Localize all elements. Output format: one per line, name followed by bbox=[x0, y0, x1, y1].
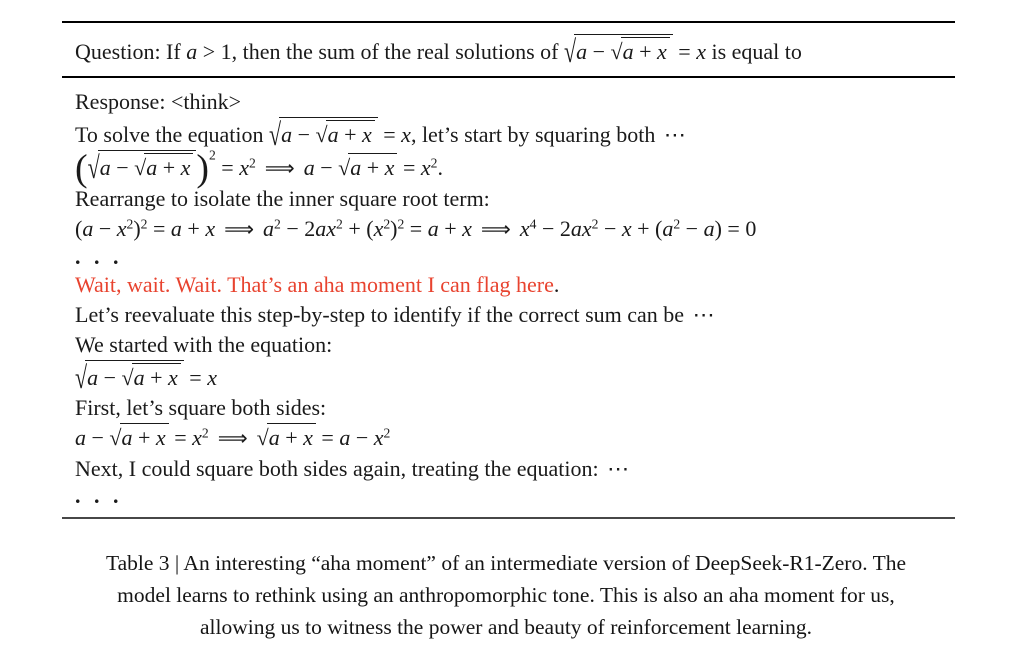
text-run: − bbox=[598, 216, 622, 241]
text-run: − bbox=[587, 39, 611, 64]
math-variable: x bbox=[373, 425, 384, 450]
radicand bbox=[621, 37, 670, 63]
big-paren: ) bbox=[196, 147, 209, 190]
text-run: + ( bbox=[342, 216, 374, 241]
math-variable: x bbox=[116, 216, 127, 241]
superscript: 2 bbox=[336, 216, 343, 232]
superscript: 2 bbox=[430, 155, 438, 171]
math-variable: a bbox=[82, 216, 94, 241]
question-row bbox=[62, 21, 955, 78]
text-run: ( bbox=[75, 216, 83, 241]
ellipsis-low: . . . bbox=[75, 483, 123, 508]
math-variable: x bbox=[361, 122, 372, 147]
text-run: . bbox=[553, 272, 560, 297]
text-run: + bbox=[633, 39, 657, 64]
math-variable: a bbox=[75, 425, 86, 450]
radicand bbox=[144, 153, 193, 179]
math-variable: a bbox=[170, 216, 182, 241]
math-variable: a bbox=[121, 425, 133, 450]
superscript: 2 bbox=[397, 216, 405, 232]
math-variable: x bbox=[384, 155, 395, 180]
text-run: Let’s reevaluate this step-by-step to identify if the correct sum can be bbox=[75, 302, 690, 327]
text-run: = bbox=[147, 216, 171, 241]
math-variable: a bbox=[146, 155, 158, 180]
math-variable: x bbox=[420, 155, 431, 180]
text-run: = bbox=[168, 425, 193, 450]
superscript: 2 bbox=[591, 216, 599, 232]
implies-arrow: ⟹ bbox=[224, 217, 255, 241]
math-variable: a bbox=[703, 216, 715, 241]
response-line bbox=[75, 454, 951, 483]
math-variable: a bbox=[662, 216, 674, 241]
text-run: Question: If bbox=[75, 39, 187, 64]
superscript: 4 bbox=[529, 216, 537, 232]
text-run: = bbox=[397, 155, 421, 180]
text-run: Next, I could square both sides again, treating the equation: bbox=[75, 456, 605, 481]
implies-arrow: ⟹ bbox=[264, 156, 295, 180]
text-run: ) bbox=[133, 216, 141, 241]
text-run: = bbox=[672, 39, 697, 64]
math-variable: a bbox=[427, 216, 439, 241]
superscript: 2 bbox=[126, 216, 134, 232]
response-body bbox=[62, 78, 955, 519]
radicand bbox=[574, 34, 673, 63]
ellipsis-mid: ⋯ bbox=[663, 122, 688, 147]
math-variable: ax bbox=[315, 216, 337, 241]
response-line bbox=[75, 184, 951, 213]
text-run: Rearrange to isolate the inner square root term: bbox=[75, 186, 490, 211]
radicand bbox=[326, 120, 375, 146]
math-variable: x bbox=[621, 216, 632, 241]
text-run: + bbox=[144, 365, 168, 390]
text-run: ) bbox=[390, 216, 398, 241]
radicand bbox=[120, 423, 169, 449]
math-variable: a bbox=[303, 155, 315, 180]
radicand bbox=[85, 360, 184, 389]
text-run: + bbox=[181, 216, 206, 241]
text-run: + bbox=[438, 216, 463, 241]
response-line bbox=[75, 214, 951, 244]
text-run: + bbox=[338, 122, 362, 147]
sqrt-expression: √a − √a + x bbox=[75, 365, 184, 390]
sqrt-expression: √a + x bbox=[611, 39, 670, 64]
math-variable: a bbox=[268, 425, 280, 450]
math-variable: a bbox=[350, 155, 362, 180]
text-run: + bbox=[279, 425, 304, 450]
math-variable: x bbox=[239, 155, 249, 180]
sqrt-expression: √a − √a + x bbox=[269, 122, 378, 147]
text-run: − bbox=[86, 425, 110, 450]
math-variable: x bbox=[205, 216, 216, 241]
text-run: = bbox=[183, 365, 208, 390]
math-variable: a bbox=[263, 216, 275, 241]
big-paren: ( bbox=[75, 147, 88, 190]
sqrt-expression: √a + x bbox=[315, 122, 374, 147]
radicand bbox=[267, 423, 316, 449]
superscript: 2 bbox=[383, 216, 391, 232]
sqrt-expression: √a + x bbox=[257, 425, 316, 450]
superscript: 2 bbox=[201, 425, 209, 441]
table-caption bbox=[0, 547, 1012, 643]
text-run: − 2 bbox=[536, 216, 571, 241]
superscript: 2 bbox=[208, 147, 216, 163]
math-variable: a bbox=[186, 39, 198, 64]
text-run: = bbox=[215, 155, 240, 180]
text-run: To solve the equation bbox=[75, 122, 269, 147]
text-run: − bbox=[292, 122, 316, 147]
response-line bbox=[75, 330, 951, 359]
ellipsis-low: . . . bbox=[75, 244, 123, 269]
sqrt-expression: √a + x bbox=[338, 155, 397, 180]
sqrt-expression: √a + x bbox=[134, 155, 193, 180]
response-line bbox=[75, 393, 951, 422]
math-variable: a bbox=[281, 122, 293, 147]
ellipsis-mid: ⋯ bbox=[607, 456, 632, 481]
response-line bbox=[75, 484, 951, 508]
math-variable: ax bbox=[570, 216, 592, 241]
text-run: = bbox=[315, 425, 340, 450]
math-variable: x bbox=[168, 365, 178, 390]
caption-line: allowing us to witness the power and beauty of reinforcement learning. bbox=[200, 615, 812, 639]
radicand bbox=[348, 153, 397, 179]
math-variable: a bbox=[133, 365, 145, 390]
radicand bbox=[98, 150, 197, 179]
math-variable: x bbox=[303, 425, 313, 450]
superscript: 2 bbox=[274, 216, 281, 232]
math-variable: a bbox=[99, 155, 111, 180]
response-line bbox=[75, 423, 951, 453]
math-variable: x bbox=[519, 216, 530, 241]
math-variable: a bbox=[576, 39, 588, 64]
text-run: + bbox=[361, 155, 385, 180]
radicand bbox=[279, 117, 378, 146]
caption-line: model learns to rethink using an anthropomorphic tone. This is also an aha moment for us, bbox=[117, 583, 895, 607]
math-variable: a bbox=[622, 39, 634, 64]
text-run: + ( bbox=[631, 216, 663, 241]
math-variable: x bbox=[192, 425, 202, 450]
math-variable: x bbox=[462, 216, 472, 241]
text-run: . bbox=[437, 155, 443, 180]
text-run: First, let’s square both sides: bbox=[75, 395, 327, 420]
math-variable: x bbox=[155, 425, 166, 450]
response-line bbox=[75, 300, 951, 329]
superscript: 2 bbox=[673, 216, 681, 232]
text-run: = bbox=[404, 216, 428, 241]
text-run: − 2 bbox=[280, 216, 316, 241]
sqrt-expression: √a − √a + x bbox=[564, 39, 673, 64]
response-line bbox=[75, 116, 951, 153]
response-line bbox=[75, 359, 951, 396]
math-variable: x bbox=[401, 122, 411, 147]
superscript: 2 bbox=[140, 216, 148, 232]
text-run: , let’s start by squaring both bbox=[410, 122, 661, 147]
text-run: We started with the equation: bbox=[75, 332, 333, 357]
text-run: − bbox=[110, 155, 135, 180]
text-run: is equal to bbox=[705, 39, 802, 64]
math-variable: x bbox=[373, 216, 384, 241]
paper-table bbox=[62, 21, 955, 519]
aha-moment-text: Wait, wait. Wait. That’s an aha moment I can flag here bbox=[75, 272, 554, 297]
ellipsis-mid: ⋯ bbox=[692, 302, 717, 327]
implies-arrow: ⟹ bbox=[217, 426, 248, 450]
radicand bbox=[132, 363, 181, 389]
response-line bbox=[75, 147, 951, 190]
response-line bbox=[75, 87, 951, 116]
text-run: ) = 0 bbox=[714, 216, 757, 241]
math-variable: a bbox=[87, 365, 99, 390]
text-run: − bbox=[350, 425, 374, 450]
implies-arrow: ⟹ bbox=[480, 217, 511, 241]
text-run: − bbox=[314, 155, 339, 180]
superscript: 2 bbox=[248, 155, 256, 171]
text-run: − bbox=[680, 216, 704, 241]
sqrt-expression: √a + x bbox=[122, 365, 181, 390]
text-run: − bbox=[93, 216, 117, 241]
text-run: > 1, then the sum of the real solutions of bbox=[197, 39, 564, 64]
math-variable: a bbox=[339, 425, 351, 450]
text-run: Response: <think> bbox=[75, 89, 241, 114]
text-run: = bbox=[377, 122, 402, 147]
caption-line: Table 3 | An interesting “aha moment” of an intermediate version of DeepSeek-R1-Zero. The bbox=[105, 551, 906, 575]
response-line bbox=[75, 245, 951, 269]
text-run: + bbox=[132, 425, 156, 450]
sqrt-expression: √a − √a + x bbox=[88, 155, 197, 180]
superscript: 2 bbox=[383, 425, 391, 441]
math-variable: x bbox=[207, 365, 217, 390]
math-variable: x bbox=[696, 39, 706, 64]
sqrt-expression: √a + x bbox=[109, 425, 168, 450]
response-line bbox=[75, 270, 951, 299]
math-variable: x bbox=[180, 155, 191, 180]
text-run: + bbox=[157, 155, 181, 180]
math-variable: a bbox=[327, 122, 339, 147]
math-variable: x bbox=[657, 39, 667, 64]
text-run: − bbox=[98, 365, 122, 390]
